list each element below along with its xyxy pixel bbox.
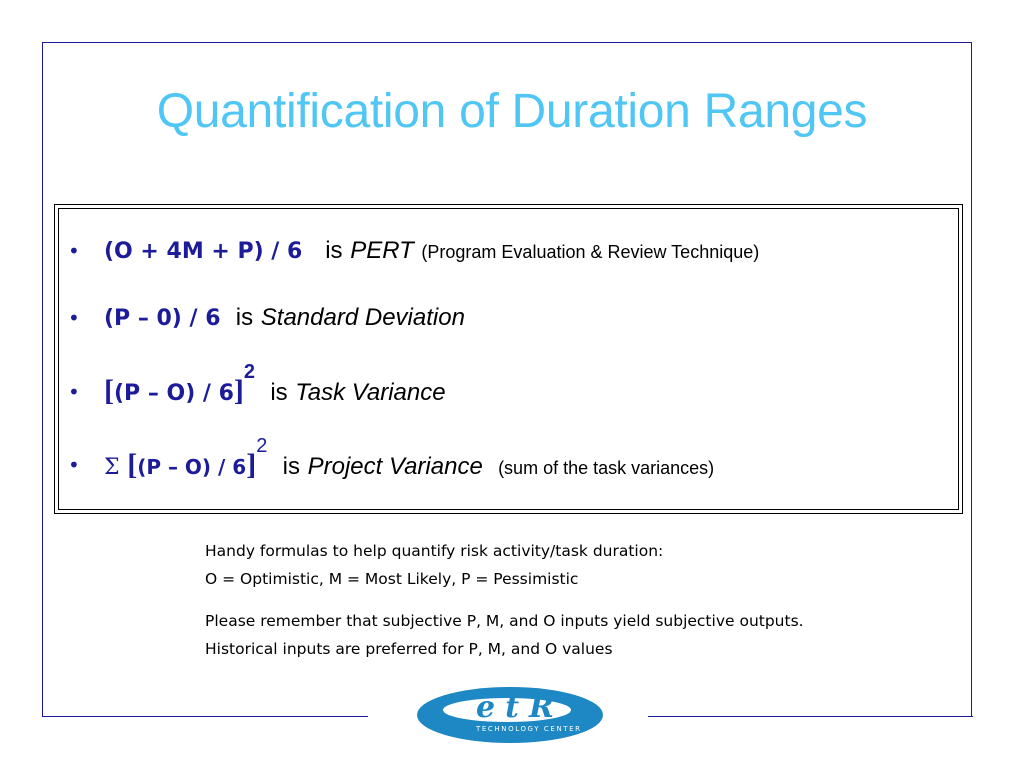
note-project-variance: (sum of the task variances) [498, 458, 715, 478]
connector-is: is [325, 237, 343, 264]
close-bracket: ] [233, 374, 244, 407]
note-line: Handy formulas to help quantify risk activity/task duration: [205, 542, 664, 560]
etr-logo [414, 686, 606, 746]
close-bracket: ] [246, 448, 257, 481]
open-bracket: [ [127, 448, 138, 481]
bullet-dot: • [68, 306, 80, 330]
formula-standard-deviation: (P – 0) / 6 [104, 306, 221, 331]
slide-title: Quantification of Duration Ranges [156, 85, 868, 138]
connector-is: is [235, 304, 254, 331]
logo-caption: TECHNOLOGY CENTER [476, 725, 582, 733]
note-line: O = Optimistic, M = Most Likely, P = Pessimistic [205, 570, 579, 588]
note-line: Historical inputs are preferred for P, M, and O values [205, 640, 613, 658]
bottom-rule-left [42, 716, 368, 717]
bullet-content [104, 435, 715, 482]
term-standard-deviation: Standard Deviation [260, 304, 465, 331]
formula-pert: (O + 4M + P) / 6 [104, 239, 303, 264]
note-pert: (Program Evaluation & Review Technique) [421, 242, 760, 262]
bullet-dot: • [68, 380, 80, 404]
term-task-variance: Task Variance [295, 379, 446, 406]
open-bracket: [ [104, 374, 114, 407]
formula-project-variance: (P – O) / 6 [137, 455, 247, 479]
formula-task-variance: (P – O) / 6 [114, 381, 234, 406]
logo-letters: etR [476, 690, 564, 725]
bullet-dot: • [68, 453, 80, 477]
exponent: 2 [256, 435, 268, 457]
term-project-variance: Project Variance [307, 453, 483, 480]
term-pert: PERT [350, 237, 414, 264]
bullet-content [104, 236, 759, 265]
connector-is: is [282, 453, 300, 480]
bottom-rule-right [648, 716, 973, 717]
bullet-content [104, 303, 465, 332]
notes-block [205, 537, 965, 663]
note-line: Please remember that subjective P, M, and O inputs yield subjective outputs. [205, 612, 804, 630]
connector-is: is [270, 379, 288, 406]
bullet-dot: • [68, 239, 80, 263]
bullet-content [104, 361, 446, 408]
sigma-symbol: Σ [104, 455, 120, 480]
exponent: 2 [243, 361, 256, 383]
